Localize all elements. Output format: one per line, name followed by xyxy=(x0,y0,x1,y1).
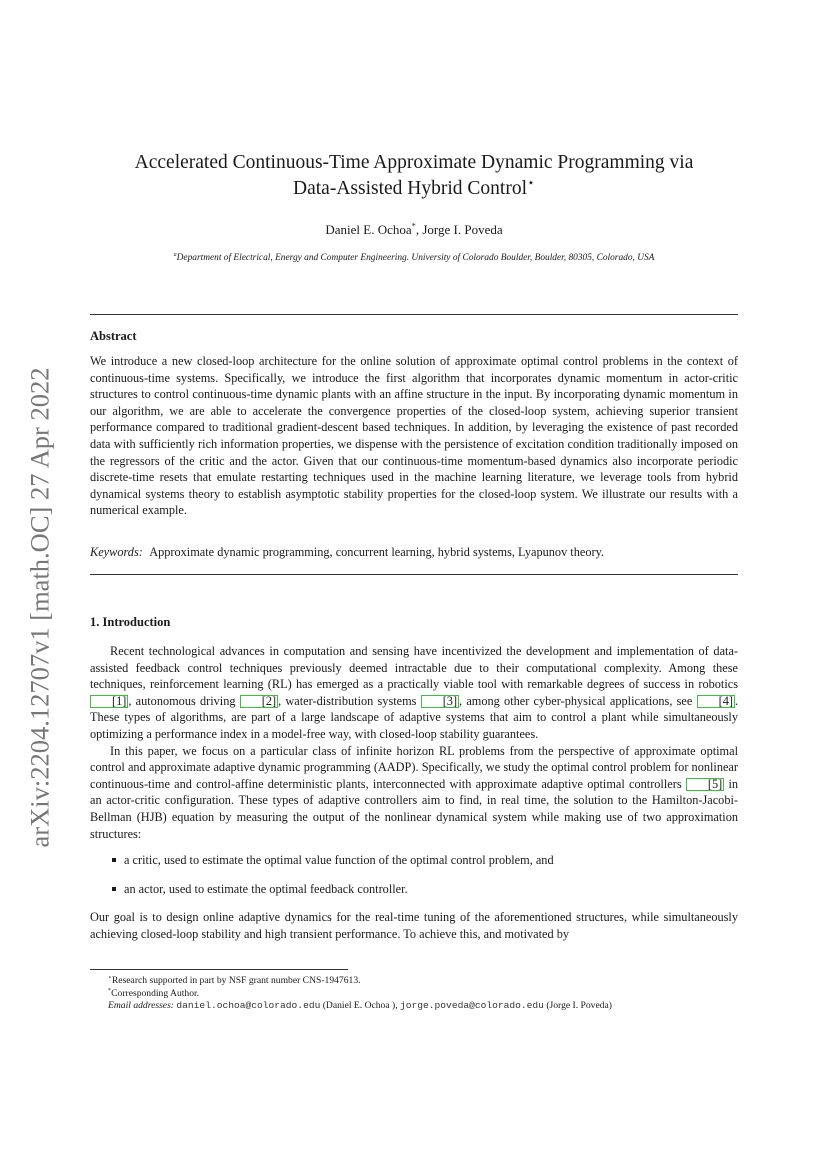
section-heading-introduction: 1. Introduction xyxy=(90,615,171,629)
author-1: Daniel E. Ochoa xyxy=(325,222,412,237)
p1-text-d: , among other cyber-physical applications, see xyxy=(459,693,697,708)
citation-5[interactable]: [5] xyxy=(686,778,724,791)
paragraph-3: Our goal is to design online adaptive dynamics for the real-time tuning of the aforementioned structures, while simultaneously achieving closed-loop stability and high transient performance. To achieve this, and motivated by xyxy=(90,910,738,941)
footnote-funding xyxy=(90,975,738,988)
paragraph-1 xyxy=(90,643,738,743)
abstract-text: We introduce a new closed-loop architecture for the online solution of approximate optimal control problems in the context of continuous-time systems. Specifically, we introduce the first algorithm that incorporates dynamic momentum in actor-critic structures to control continuous-time dynamic plants with an affine structure in the input. By incorporating dynamic momentum in our algorithm, we are able to accelerate the convergence properties of the closed-loop system, achieving superior transient performance compared to traditional gradient-descent based techniques. In addition, by leveraging the existence of past recorded data with sufficiently rich information properties, we dispense with the persistence of excitation condition traditionally imposed on the regressors of the critic and the actor. Given that our continuous-time momentum-based dynamics also incorporate periodic discrete-time resets that emulate restarting techniques used in the machine learning literature, we leverage tools from hybrid dynamical systems theory to establish asymptotic stability properties for the closed-loop system. We illustrate our results with a numerical example. xyxy=(90,354,738,518)
paper-title xyxy=(90,150,738,202)
footnotes xyxy=(90,975,738,1013)
list-item-critic: a critic, used to estimate the optimal value function of the optimal control problem, and xyxy=(90,852,738,869)
citation-3[interactable]: [3] xyxy=(421,695,459,708)
email-link-2[interactable]: jorge.poveda@colorado.edu xyxy=(400,1000,544,1012)
footnote-mark-2: * xyxy=(108,986,112,994)
affiliation-text: Department of Electrical, Energy and Computer Engineering. University of Colorado Boulder, Boulder, 80305, Colorado, USA xyxy=(176,253,655,263)
footnote-emails xyxy=(90,1000,738,1013)
keywords xyxy=(90,545,738,560)
citation-1[interactable]: [1] xyxy=(90,695,128,708)
title-footnote-mark: ⋆ xyxy=(527,175,535,190)
arxiv-stamp xyxy=(20,345,60,870)
paragraph-2 xyxy=(90,743,738,843)
keywords-text: Approximate dynamic programming, concurrent learning, hybrid systems, Lyapunov theory. xyxy=(149,545,604,559)
email-link-1[interactable]: daniel.ochoa@colorado.edu xyxy=(176,1000,321,1012)
abstract-top-rule xyxy=(90,314,738,315)
affiliation xyxy=(90,253,738,263)
author-2: , Jorge I. Poveda xyxy=(415,222,503,237)
p1-text-e: . These types of algorithms, are part of a large landscape of adaptive systems that aim to control a plant while simultaneously optimizing a performance index in a model-free way, with closed-loop stability guarantees. xyxy=(90,693,739,741)
email-1-owner: (Daniel E. Ochoa ), xyxy=(320,1000,400,1012)
p1-text-c: , water-distribution systems xyxy=(278,693,421,708)
footnote-mark-1: ⋆ xyxy=(108,973,112,981)
corresponding-mark: * xyxy=(411,220,416,231)
title-line-1: Accelerated Continuous-Time Approximate Dynamic Programming via xyxy=(134,152,694,173)
introduction-body xyxy=(90,643,738,943)
citation-4[interactable]: [4] xyxy=(697,695,735,708)
title-line-2 xyxy=(90,176,738,202)
footnote-corresponding-text: Corresponding Author. xyxy=(111,987,200,999)
p2-text-b: in an actor-critic configuration. These types of adaptive controllers aim to find, in real time, the solution to the Hamilton-Jacobi-Bellman (HJB) equation by measuring the output of the nonlinear dynamical system while making use of two approximation structures: xyxy=(90,776,739,841)
p1-text-a: Recent technological advances in computation and sensing have incentivized the development and implementation of data-assisted feedback control techniques previously deemed intractable due to their computational complexity. Among these techniques, reinforcement learning (RL) has emerged as a practically viable tool with remarkable degrees of success in robotics xyxy=(90,644,738,692)
list-item-actor: an actor, used to estimate the optimal feedback controller. xyxy=(90,881,738,898)
approximation-structures-list xyxy=(90,852,738,897)
author-list xyxy=(90,222,738,238)
keywords-label: Keywords: xyxy=(90,545,143,559)
footnote-funding-text: Research supported in part by NSF grant number CNS-1947613. xyxy=(111,975,361,986)
footnote-rule xyxy=(90,969,348,970)
arxiv-id: arXiv:2204.12707v1 [math.OC] 27 Apr 2022 xyxy=(24,367,55,848)
email-2-owner: (Jorge I. Poveda) xyxy=(543,1000,612,1012)
title-line-2-text: Data-Assisted Hybrid Control xyxy=(293,178,528,199)
abstract-heading: Abstract xyxy=(90,329,137,343)
affiliation-mark: a xyxy=(173,251,177,258)
p1-text-b: , autonomous driving xyxy=(128,693,240,708)
p2-text-a: In this paper, we focus on a particular class of infinite horizon RL problems from the perspective of approximate optimal control and approximate adaptive dynamic programming (AADP). Specifically, we study the optimal control problem for nonlinear continuous-time and control-affine deterministic plants, interconnected with approximate adaptive optimal controllers xyxy=(90,743,738,791)
abstract-bottom-rule xyxy=(90,574,738,575)
citation-2[interactable]: [2] xyxy=(240,695,278,708)
footnote-corresponding xyxy=(90,988,738,1001)
email-label: Email addresses: xyxy=(108,1000,174,1012)
